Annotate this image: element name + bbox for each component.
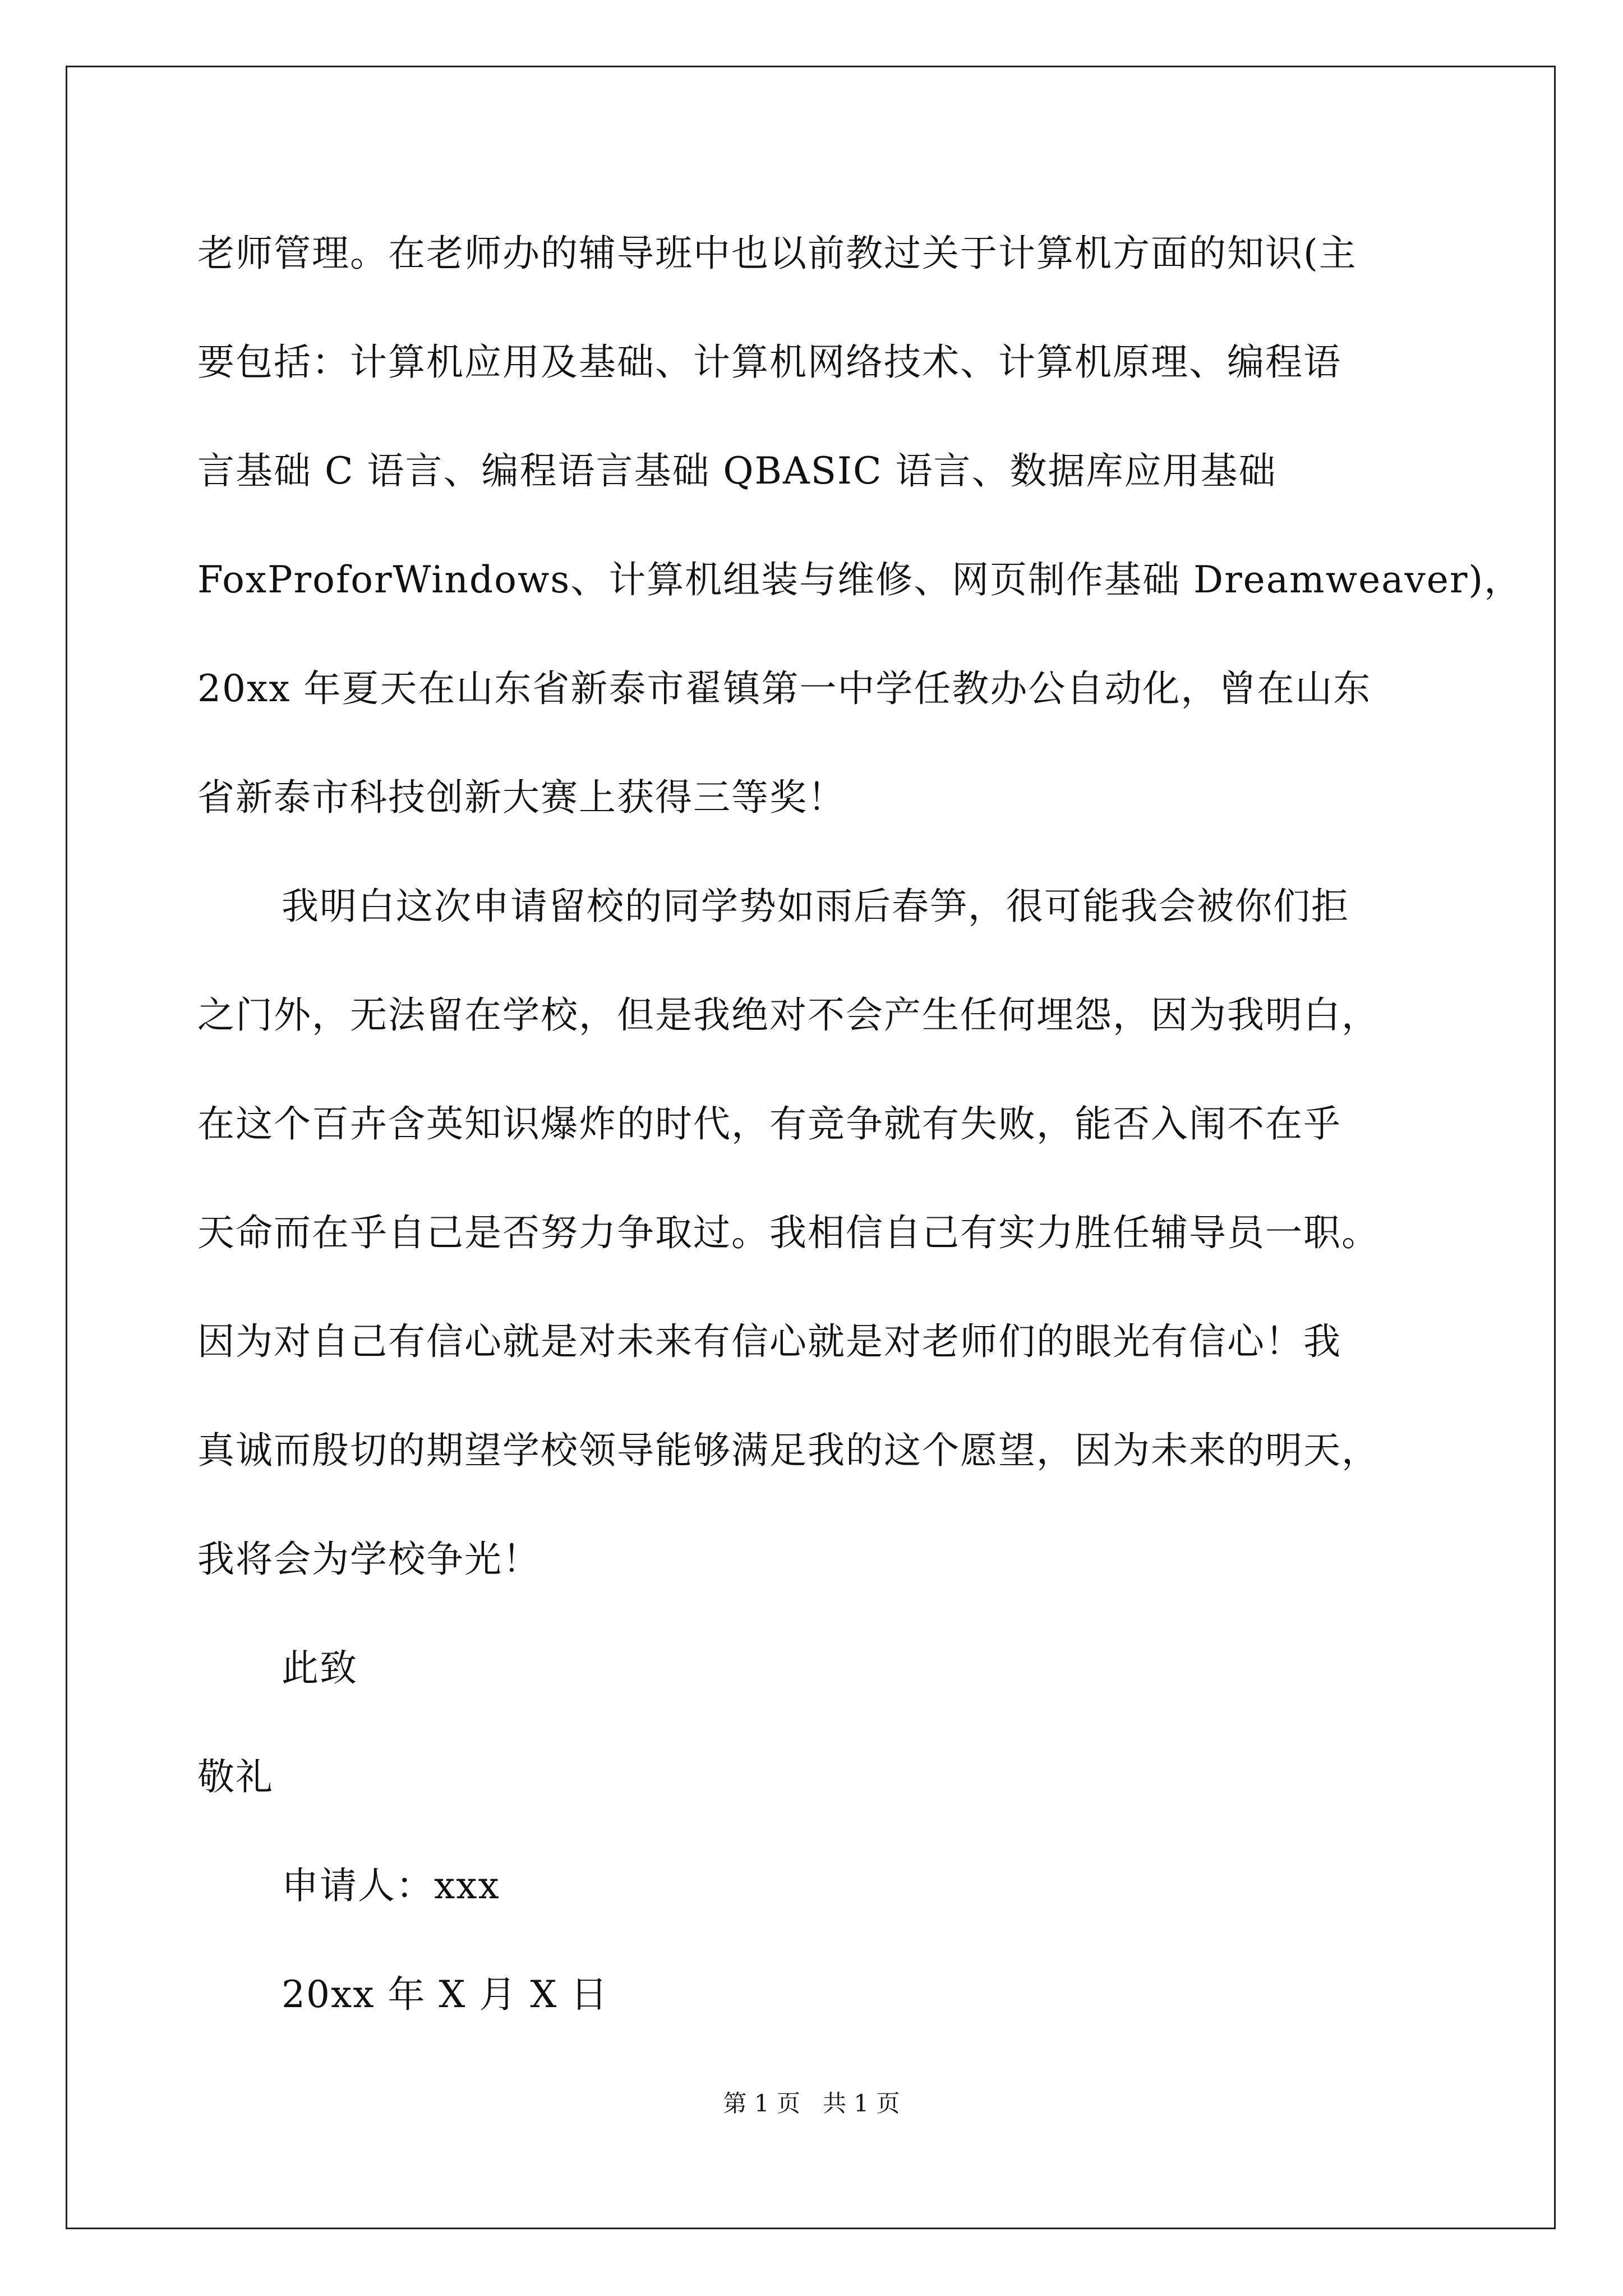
letter-date: 20xx 年 X 月 X 日 [282, 1973, 609, 2016]
paragraph-line: 因为对自己有信心就是对未来有信心就是对老师们的眼光有信心！我 [197, 1320, 1341, 1363]
paragraph-line: 言基础 C 语言、编程语言基础 QBASIC 语言、数据库应用基础 [197, 449, 1277, 493]
paragraph-line: 要包括：计算机应用及基础、计算机网络技术、计算机原理、编程语 [197, 341, 1341, 384]
paragraph-line: 真诚而殷切的期望学校领导能够满足我的这个愿望，因为未来的明天， [197, 1429, 1380, 1472]
closing-salutation: 此致 [282, 1646, 358, 1690]
letter-body [197, 220, 1523, 2070]
paragraph-line: 之门外，无法留在学校，但是我绝对不会产生任何埋怨，因为我明白， [197, 993, 1380, 1037]
paragraph-line: 我明白这次申请留校的同学势如雨后春笋，很可能我会被你们拒 [282, 885, 1349, 928]
paragraph-line: 省新泰市科技创新大赛上获得三等奖！ [197, 776, 846, 819]
paragraph-line: 20xx 年夏天在山东省新泰市翟镇第一中学任教办公自动化，曾在山东 [197, 667, 1372, 710]
paragraph-line: 我将会为学校争光！ [197, 1538, 541, 1581]
paragraph-line: 天命而在乎自己是否努力争取过。我相信自己有实力胜任辅导员一职。 [197, 1211, 1380, 1254]
closing-regards: 敬礼 [197, 1755, 274, 1798]
paragraph-line: FoxProforWindows、计算机组装与维修、网页制作基础 Dreamweaver)， [197, 558, 1523, 601]
applicant-name: 申请人：xxx [282, 1864, 500, 1907]
paragraph-line: 老师管理。在老师办的辅导班中也以前教过关于计算机方面的知识(主 [197, 232, 1357, 275]
page-number-footer: 第 1 页 共 1 页 [723, 2090, 900, 2117]
paragraph-line: 在这个百卉含英知识爆炸的时代，有竞争就有失败，能否入闱不在乎 [197, 1102, 1341, 1145]
